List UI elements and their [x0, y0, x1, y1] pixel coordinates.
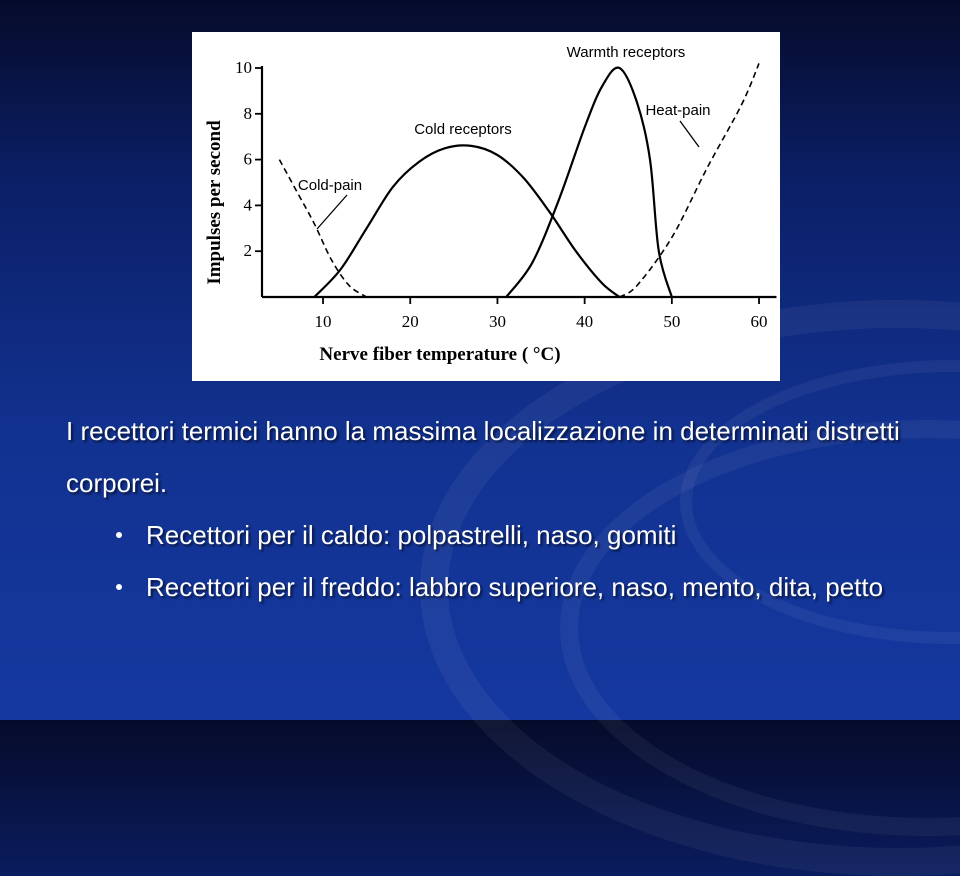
- bullet-text: Recettori per il freddo: labbro superiore, naso, mento, dita, petto: [146, 572, 884, 602]
- x-tick-label: 30: [488, 312, 506, 331]
- bullet-item: [114, 561, 906, 613]
- chart: [192, 32, 780, 381]
- bullet-list: [66, 509, 906, 613]
- bullet-icon: [116, 532, 122, 538]
- cold-pain-label: Cold-pain: [297, 177, 363, 194]
- heat-pain-series: [620, 63, 760, 297]
- x-tick-label: 10: [314, 312, 332, 331]
- slide-paragraph: I recettori termici hanno la massima localizzazione in determinati distretti corporei.: [66, 416, 900, 498]
- x-axis-title: Nerve fiber temperature ( °C): [319, 344, 561, 365]
- bullet-icon: [116, 584, 122, 590]
- cold-receptors-series: [314, 145, 619, 297]
- y-axis-title: Impulses per second: [204, 120, 225, 285]
- bullet-item: [114, 509, 906, 561]
- y-tick-label: 2: [243, 241, 252, 261]
- warmth-receptors-label: Warmth receptors: [566, 44, 686, 61]
- leader-line: [317, 195, 347, 229]
- cold-receptors-label: Cold receptors: [414, 121, 512, 138]
- x-tick-label: 50: [663, 312, 681, 331]
- x-tick-label: 60: [750, 312, 768, 331]
- y-tick-label: 4: [243, 195, 252, 215]
- y-tick-label: 10: [235, 58, 252, 77]
- x-tick-label: 40: [576, 312, 594, 331]
- y-tick-label: 8: [243, 103, 252, 123]
- chart-figure: [192, 32, 780, 381]
- heat-pain-label: Heat-pain: [645, 102, 711, 119]
- slide-text: [66, 405, 906, 613]
- bullet-text: Recettori per il caldo: polpastrelli, naso, gomiti: [146, 520, 677, 550]
- y-tick-label: 6: [243, 149, 252, 169]
- leader-line: [680, 121, 699, 147]
- x-tick-label: 20: [401, 312, 419, 331]
